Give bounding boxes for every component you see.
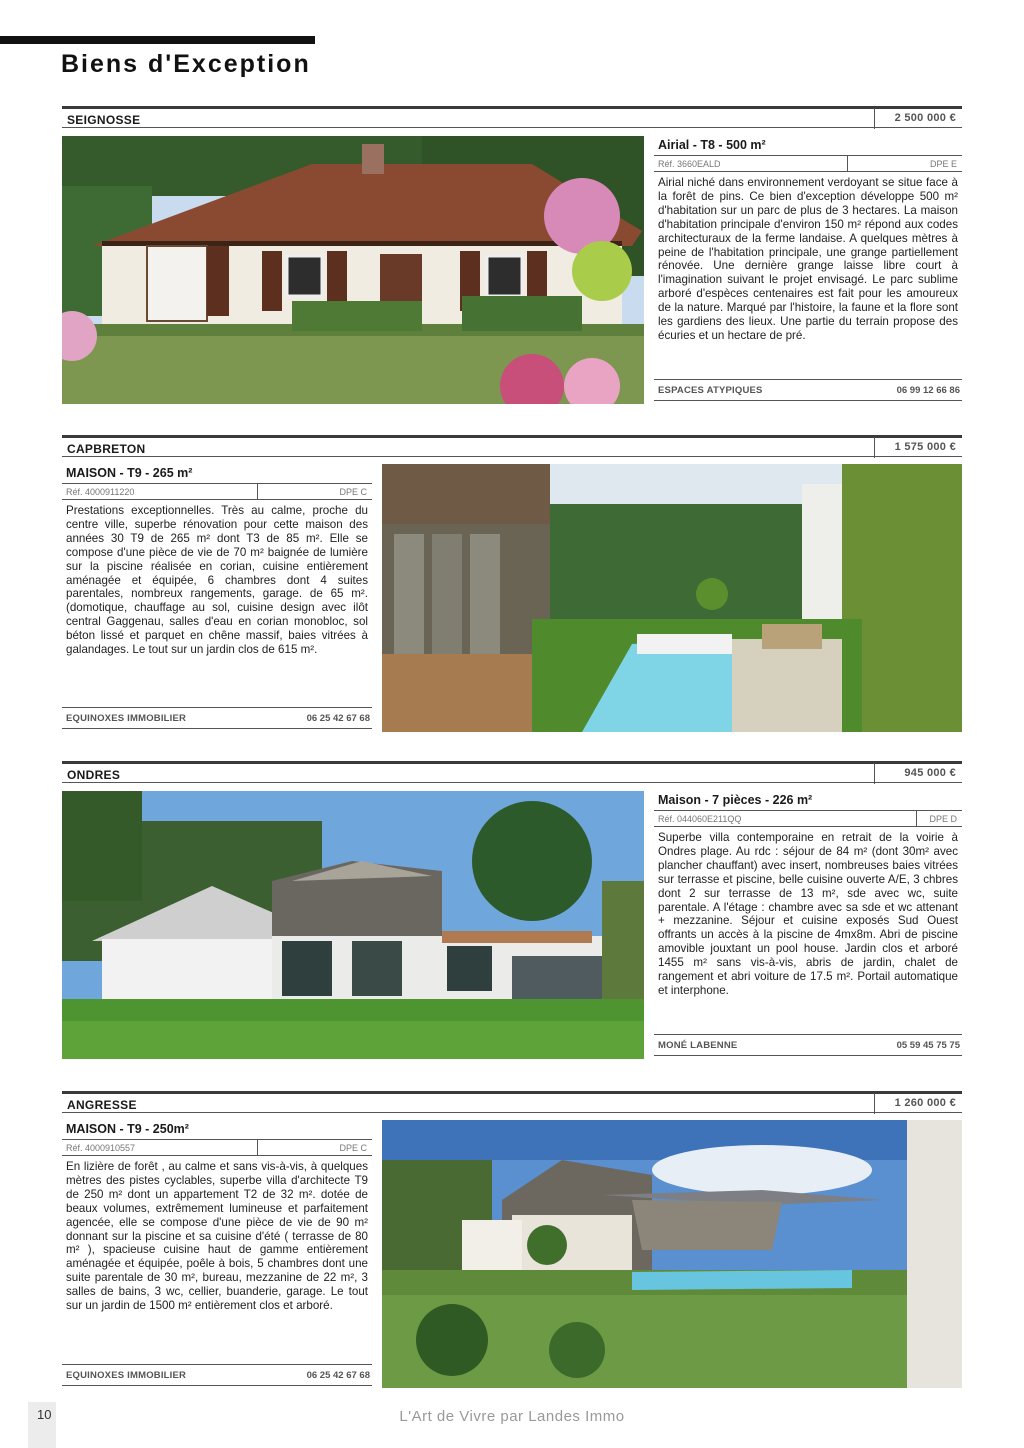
reference-divider: [916, 811, 917, 827]
listing-dpe: DPE C: [339, 487, 367, 497]
reference-row: [654, 811, 962, 827]
reference-divider: [847, 156, 848, 172]
listing-title: Airial - T8 - 500 m²: [654, 134, 962, 156]
listing-photo: [382, 1120, 962, 1388]
reference-divider: [257, 1140, 258, 1156]
listing-contact: [654, 1034, 962, 1056]
agency-phone[interactable]: 06 25 42 67 68: [306, 1370, 370, 1381]
listing-dpe: DPE C: [339, 1143, 367, 1153]
listing-info: [654, 789, 962, 1061]
listing-title: MAISON - T9 - 265 m²: [62, 462, 372, 484]
listing-header: [62, 106, 962, 128]
magazine-footer: L'Art de Vivre par Landes Immo: [399, 1408, 625, 1425]
listing-reference: Réf. 4000910557: [66, 1143, 136, 1153]
top-accent-bar: [0, 36, 315, 44]
listing-header: [62, 435, 962, 457]
listing-dpe: DPE E: [929, 159, 957, 169]
reference-row: [62, 484, 372, 500]
listing-town: ANGRESSE: [67, 1098, 137, 1112]
listing-photo: [62, 136, 644, 404]
listing-ondres: [62, 761, 962, 1061]
page-number: 10: [37, 1407, 52, 1422]
listing-header: [62, 1091, 962, 1113]
listing-price: 1 260 000 €: [874, 1093, 962, 1114]
listing-dpe: DPE D: [929, 814, 957, 824]
agency-phone[interactable]: 05 59 45 75 75: [896, 1040, 960, 1051]
listing-town: SEIGNOSSE: [67, 113, 141, 127]
agency-name: ESPACES ATYPIQUES: [658, 385, 763, 396]
listing-description: Superbe villa contemporaine en retrait de la voirie à Ondres plage. Au rdc : séjour de 84 m² (dont 30m² avec plancher chauffant) avec insert, nombreuses baies vitrées sur terrasse et piscine, belle cuisine ouverte A/E, 3 chbres dont 2 sur terrasse de 13 m², sde avec wc, suite parentale. A l'étage : chambre avec sa sde et wc attenant + mezzanine. Séjour et cuisine exposés Sud Ouest offrants un accès à la piscine de 4mx8m. Abri de piscine amovible jouxtant un pool house. Jardin clos et arboré 1455 m² sans vis-à-vis, abris de jardin, chalet de rangement et abri voiture de 17.5 m². Portail automatique et interphone.: [658, 831, 958, 997]
reference-row: [654, 156, 962, 172]
listing-reference: Réf. 044060E211QQ: [658, 814, 742, 824]
reference-row: [62, 1140, 372, 1156]
agency-phone[interactable]: 06 25 42 67 68: [306, 713, 370, 724]
listing-price: 945 000 €: [874, 763, 962, 784]
listing-description: Airial niché dans environnement verdoyant se situe face à la forêt de pins. Ce bien d'exception développe 500 m² d'habitation sur un parc de plus de 3 hectares. La maison d'habitation principale d'environ 150 m² répond aux codes architecturaux de la ferme landaise. A quelques mètres à peine de l'habitation principale, une grange partiellement rénovée. Une dernière grange laisse libre court à l'imagination suivant le projet envisagé. Le parc sublime arboré d'espèces centenaires est fait pour les amoureux de la nature. Marqué par l'histoire, la faune et la flore sont les gardiens des lieux. Une partie du terrain propose des écuries et un hectare de pré.: [658, 176, 958, 342]
listing-town: ONDRES: [67, 768, 121, 782]
agency-phone[interactable]: 06 99 12 66 86: [896, 385, 960, 396]
listing-reference: Réf. 4000911220: [66, 487, 135, 497]
listing-price: 1 575 000 €: [874, 437, 962, 458]
agency-name: EQUINOXES IMMOBILIER: [66, 1370, 187, 1381]
listing-price: 2 500 000 €: [874, 108, 962, 129]
listing-description: En lizière de forêt , au calme et sans vis-à-vis, à quelques mètres des pistes cyclables, superbe villa d'architecte T9 de 250 m² dont un appartement T2 de 32 m². dotée de beaux volumes, extrêmement lumineuse et parfaitement agencée, elle se compose d'une pièce de vie de 90 m² donnant sur la piscine et sa cuisine d'été ( terrasse de 80 m² ), spacieuse cuisine haut de gamme entièrement aménagée et équipée, poêle à bois, 5 chambres dont une suite parentale de 30 m², bureau, mezzanine de 22 m², 3 salles de bains, 3 wc, cellier, buanderie, garage. Le tout sur un jardin de 1500 m² entièrement clos et arboré.: [66, 1160, 368, 1313]
listing-town: CAPBRETON: [67, 442, 146, 456]
listing-header: [62, 761, 962, 783]
listing-info: [654, 134, 962, 406]
listing-contact: [62, 707, 372, 729]
agency-name: EQUINOXES IMMOBILIER: [66, 713, 187, 724]
section-title: Biens d'Exception: [61, 50, 311, 78]
reference-divider: [257, 484, 258, 500]
listing-title: MAISON - T9 - 250m²: [62, 1118, 372, 1140]
listing-seignosse: [62, 106, 962, 406]
listing-reference: Réf. 3660EALD: [658, 159, 721, 169]
listing-angresse: [62, 1091, 962, 1391]
listing-capbreton: [62, 435, 962, 735]
listing-info: [62, 462, 372, 735]
listing-title: Maison - 7 pièces - 226 m²: [654, 789, 962, 811]
listing-photo: [62, 791, 644, 1059]
listing-contact: [654, 379, 962, 401]
listing-description: Prestations exceptionnelles. Très au calme, proche du centre ville, superbe rénovation pour cette maison des années 30 T9 de 265 m² dont T3 de 85 m². Elle se compose d'une pièce de vie de 70 m² baignée de lumière sur la piscine réalisée en corian, cuisine entièrement aménagée et équipée, 6 chambres dont 4 suites parentales, nombreux rangements, garage. de 65 m². (domotique, chauffage au sol, cuisine design avec ilôt central Gaggenau, salles d'eau en corian monobloc, sol béton lissé et parquet en chêne massif, baies vitrées à galandages. Le tout sur un jardin clos de 615 m².: [66, 504, 368, 657]
agency-name: MONÉ LABENNE: [658, 1040, 738, 1051]
listing-photo: [382, 464, 962, 732]
listing-info: [62, 1118, 372, 1391]
listing-contact: [62, 1364, 372, 1386]
